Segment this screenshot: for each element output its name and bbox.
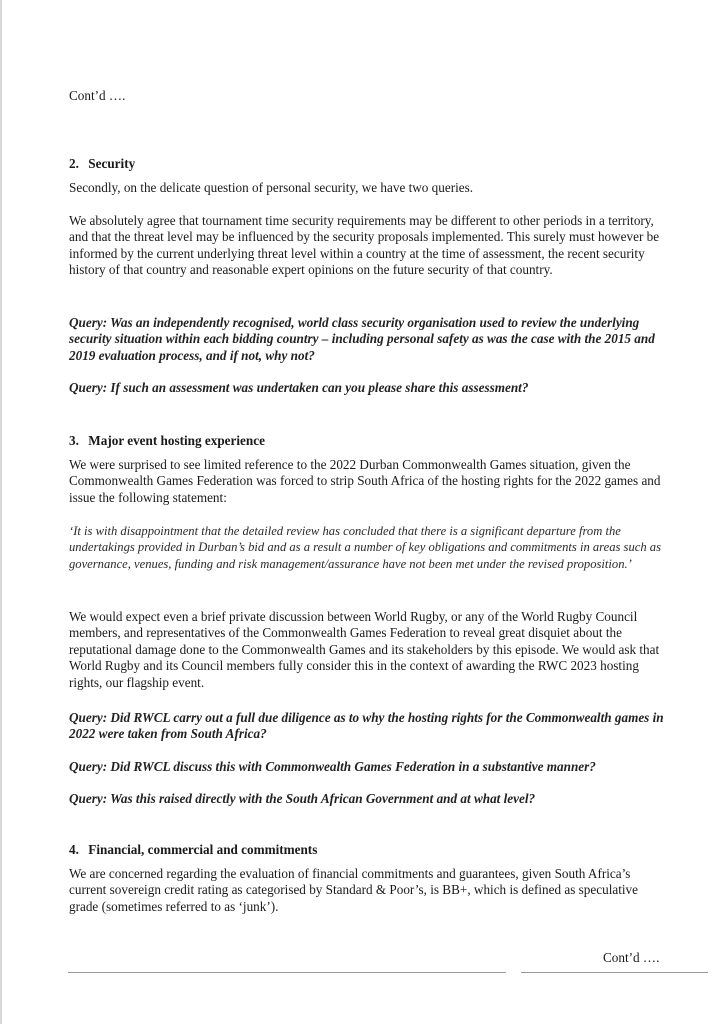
security-intro-paragraph: Secondly, on the delicate question of personal security, we have two queries. [69, 180, 474, 195]
section-number: 2. [69, 156, 79, 171]
section-title: Financial, commercial and commitments [88, 842, 318, 857]
financial-paragraph: We are concerned regarding the evaluation of financial commitments and guarantees, given South Africa’s current sovereign credit rating as categorised by Standard & Poor’s, is BB+, which is defined as speculative grade (sometimes referred to as ‘junk’). [69, 866, 638, 914]
section-title: Major event hosting experience [88, 433, 265, 448]
security-body-paragraph: We absolutely agree that tournament time security requirements may be different to other periods in a territory, and that the threat level may be influenced by the security proposals implemented. This surely must however be informed by the current underlying threat level within a country at the time of assessment, the recent security history of that country and reasonable expert opinions on the future security of that country. [69, 213, 660, 278]
hosting-query-3: Query: Was this raised directly with the South African Government and at what level? [69, 791, 536, 806]
page-edge [0, 0, 2, 1024]
continued-label-bottom: Cont’d …. [603, 950, 660, 965]
section-heading-financial [69, 842, 317, 858]
footer-rule-left [68, 972, 506, 973]
section-number: 3. [69, 433, 79, 448]
section-number: 4. [69, 842, 79, 857]
hosting-body-paragraph: We would expect even a brief private discussion between World Rugby, or any of the World Rugby Council members, and representatives of the Commonwealth Games Federation to reveal great disquiet about the reputational damage done to the Commonwealth Games and its stakeholders by this episode. We would ask that World Rugby and its Council members fully consider this in the context of awarding the RWC 2023 hosting rights, our flagship event. [69, 609, 660, 690]
footer-rule-right [521, 972, 708, 973]
security-query-2: Query: If such an assessment was undertaken can you please share this assessment? [69, 380, 529, 395]
section-heading-security [69, 156, 135, 172]
security-query-1: Query: Was an independently recognised, world class security organisation used to review the underlying security situation within each bidding country – including personal safety as was the case with the 2015 and 2019 evaluation process, and if not, why not? [69, 315, 655, 363]
continued-label-top: Cont’d …. [69, 88, 126, 103]
hosting-intro-paragraph: We were surprised to see limited reference to the 2022 Durban Commonwealth Games situation, given the Commonwealth Games Federation was forced to strip South Africa of the hosting rights for the 2022 games and issue the following statement: [69, 457, 661, 505]
hosting-query-1: Query: Did RWCL carry out a full due diligence as to why the hosting rights for the Commonwealth games in 2022 were taken from South Africa? [69, 710, 664, 742]
cgf-statement-quote: ‘It is with disappointment that the detailed review has concluded that there is a significant departure from the undertakings provided in Durban’s bid and as a result a number of key obligations and commitments in areas such as governance, venues, funding and risk management/assurance have not been met under the revised proposition.’ [69, 524, 661, 571]
hosting-query-2: Query: Did RWCL discuss this with Commonwealth Games Federation in a substantive manner? [69, 759, 596, 774]
section-title: Security [88, 156, 136, 171]
section-heading-hosting-experience [69, 433, 265, 449]
